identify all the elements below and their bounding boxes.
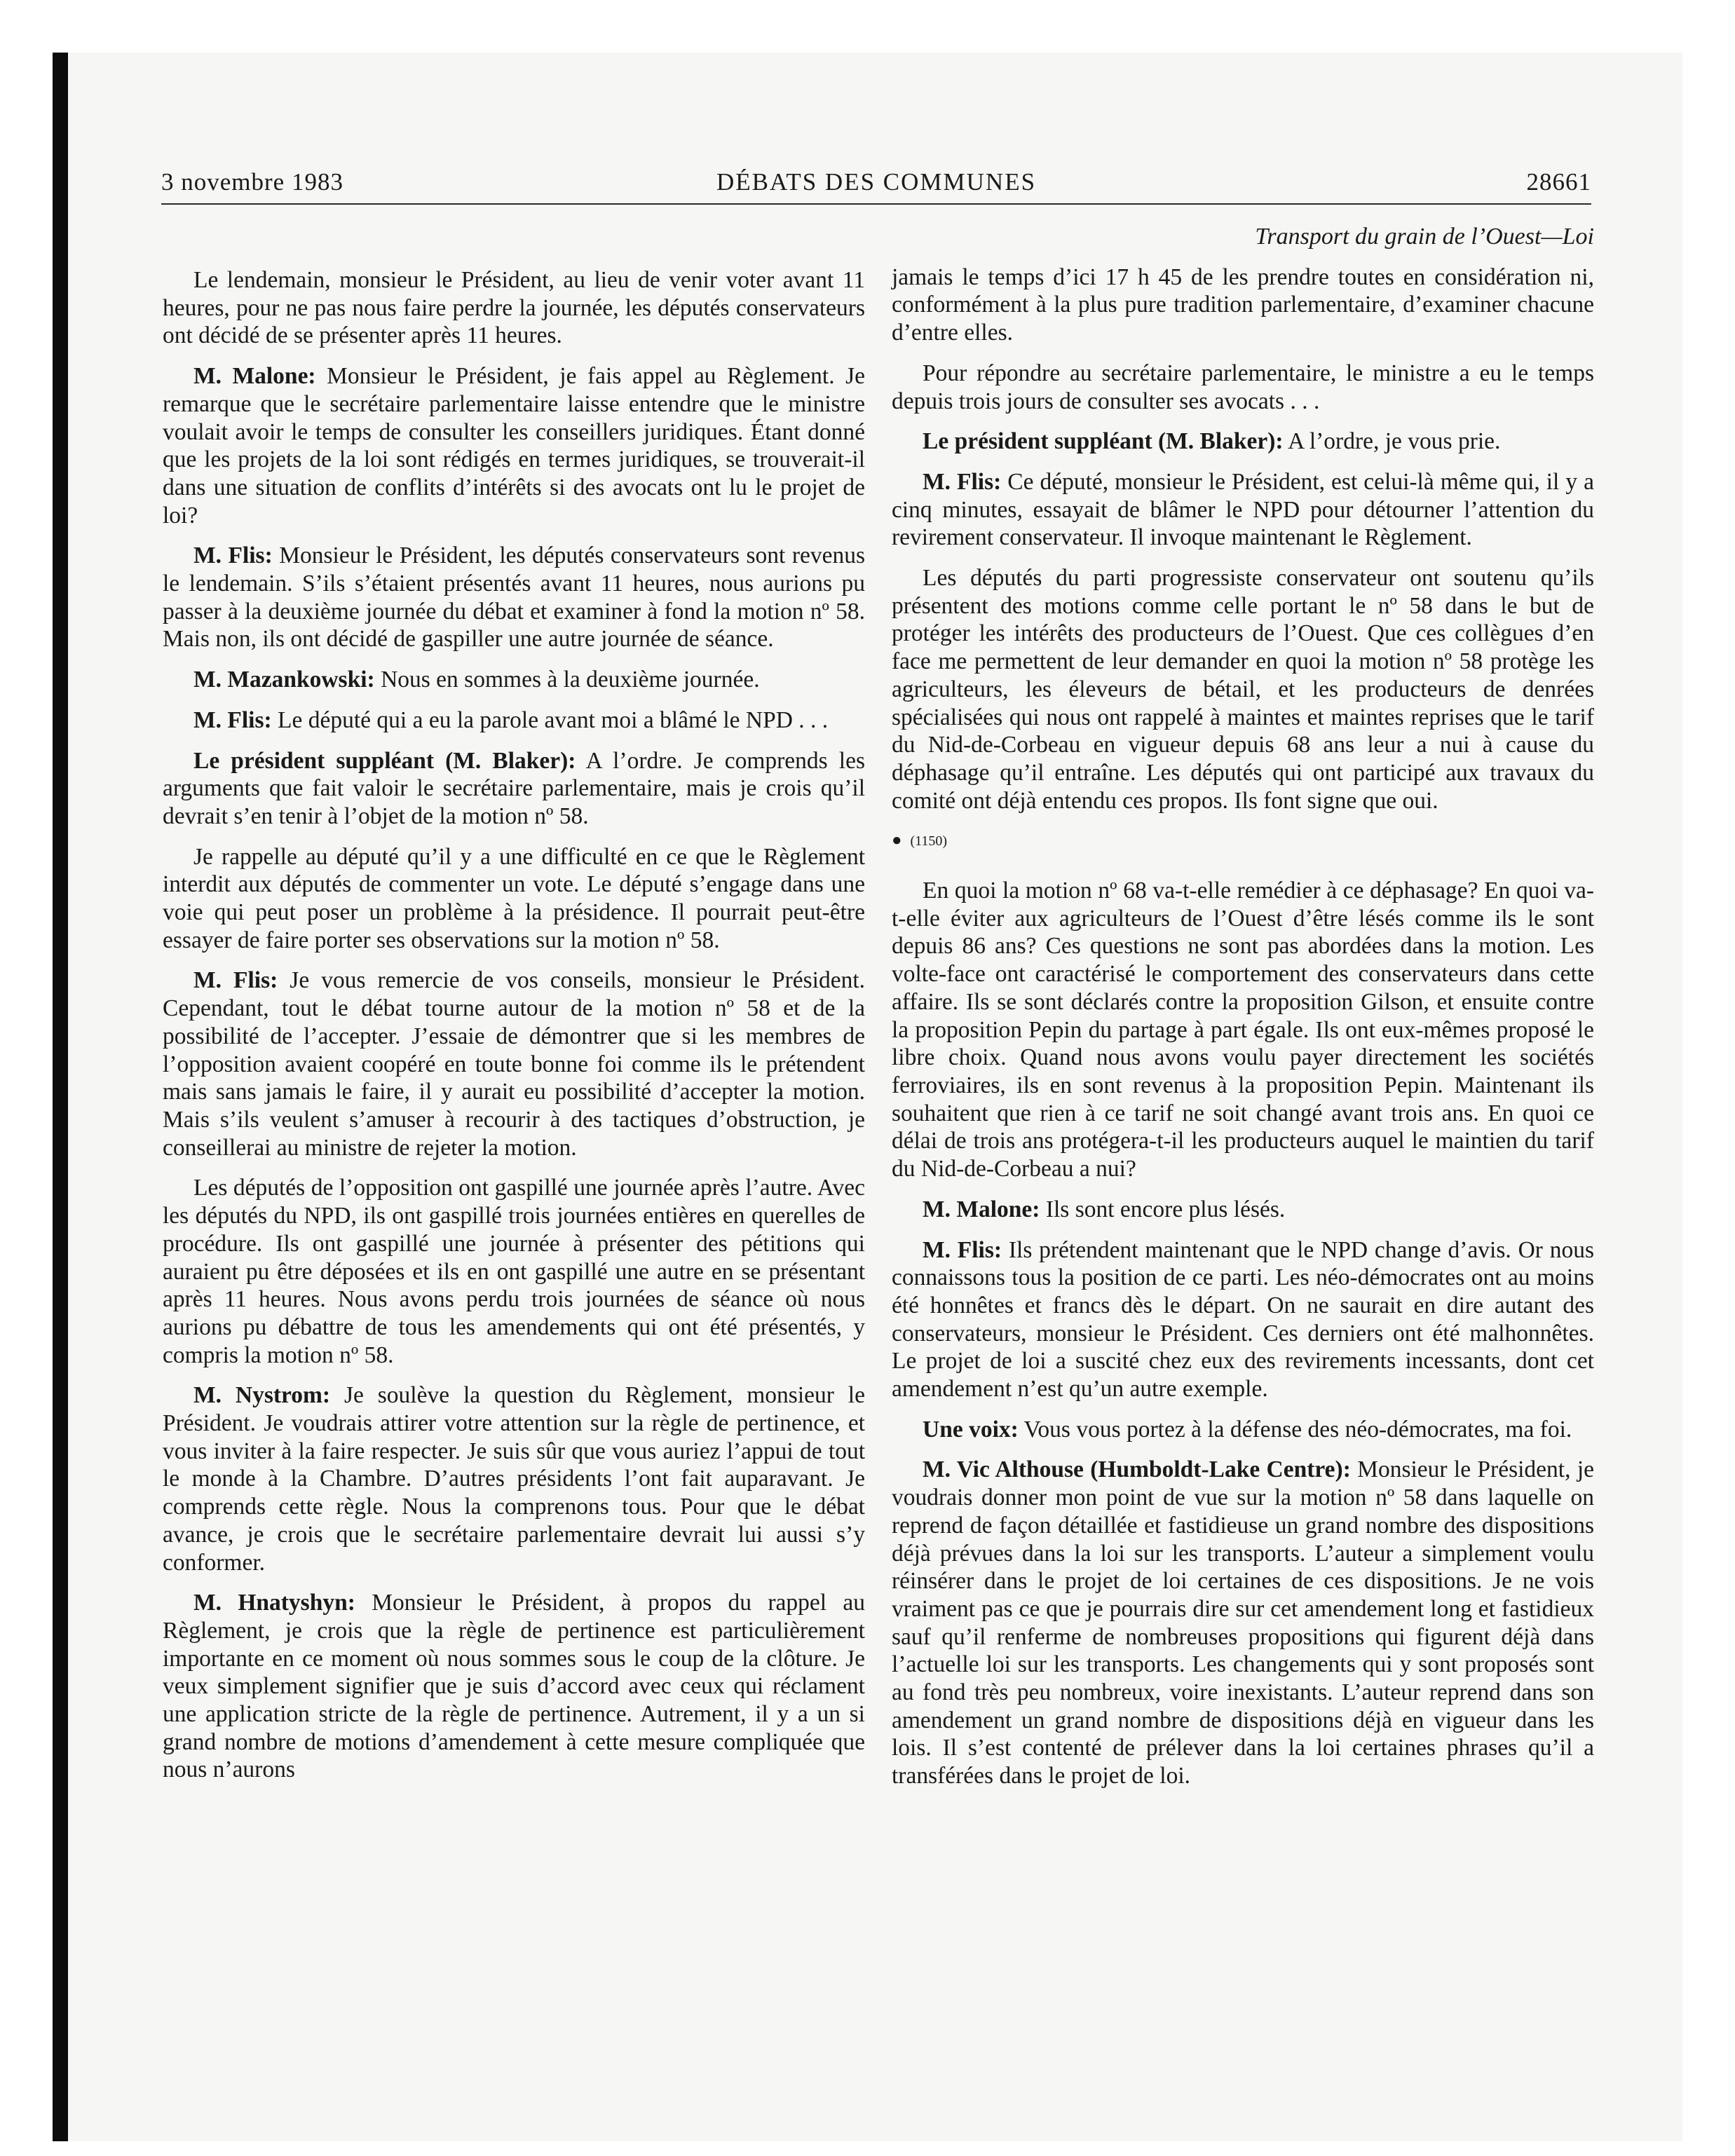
- paragraph-text: Monsieur le Président, à propos du rappel au Règlement, je crois que la règle de pertinence est particulièrement importante en ce moment où nous sommes sous le coup de la clôture. Je veux simplement signifier que je suis d’accord avec ceux qui réclament une application stricte de la règle de pertinence. Autrement, il y a un si grand nombre de motions d’amendement à cette mesure compliquée que nous n’aurons: [163, 1590, 866, 1783]
- paragraph-text: En quoi la motion nº 68 va-t-elle remédier à ce déphasage? En quoi va-t-elle éviter aux agriculteurs de l’Ouest d’être lésés comme ils le sont depuis 86 ans? Ces questions ne sont pas abordées dans la motion. Les volte-face ont caractérisé le comportement des conservateurs dans cette affaire. Ils se sont déclarés contre la proposition Gilson, et ensuite contre la proposition Pepin du partage à part égale. Ils ont eux-mêmes proposé le libre choix. Quand nous avons voulu payer directement les sociétés ferroviaires, ils en sont revenus à la proposition Pepin. Maintenant ils souhaitent que rien à ce tarif ne soit changé avant trois ans. En quoi ce délai de trois ans protégera-t-il les producteurs auquel le maintien du tarif du Nid-de-Corbeau a nui?: [892, 878, 1594, 1182]
- speaker-name: Une voix:: [923, 1416, 1019, 1442]
- speech-paragraph: [163, 542, 865, 653]
- speaker-name: M. Nystrom:: [193, 1382, 331, 1409]
- paragraph-text: A l’ordre. Je comprends les arguments que fait valoir le secrétaire parlementaire, mais je crois qu’il devrait s’en tenir à l’objet de la motion nº 58.: [163, 747, 865, 829]
- speech-paragraph: [892, 1416, 1594, 1444]
- scan-edge: [53, 53, 68, 2141]
- paragraph-text: Monsieur le Président, je voudrais donner mon point de vue sur la motion nº 58 dans laquelle on reprend de façon détaillée et fastidieuse un grand nombre des dispositions déjà prévues dans la loi sur les transports. L’auteur a simplement voulu réinsérer dans le projet de loi certaines de ces dispositions. Je ne vois vraiment pas ce que je pourrais dire sur cet amendement long et fastidieux sauf qu’il renferme de nombreuses propositions qui figurent déjà dans l’actuelle loi sur les transports. Les changements qui y sont proposés sont au fond très peu nombreux, voire inexistants. L’auteur reprend dans son amendement un grand nombre de dispositions déjà en vigueur dans les lois. Il s’est contenté de prélever dans la loi certaines phrases qu’il a transférées dans le projet de loi.: [892, 1456, 1594, 1789]
- speech-paragraph: [163, 666, 865, 694]
- paragraph-text: jamais le temps d’ici 17 h 45 de les prendre toutes en considération ni, conformément à la plus pure tradition parlementaire, d’examiner chacune d’entre elles.: [892, 264, 1594, 346]
- paragraph-text: Je soulève la question du Règlement, monsieur le Président. Je voudrais attirer votre attention sur la règle de pertinence, et vous inviter à la faire respecter. Je suis sûr que vous auriez l’appui de tout le monde à la Chambre. D’autres présidents l’ont fait auparavant. Je comprends cette règle. Nous la comprenons tous. Pour que le débat avance, je crois que le secrétaire parlementaire devrait lui aussi s’y conformer.: [163, 1382, 865, 1576]
- right-column-paragraphs-top: [892, 264, 1594, 815]
- speech-paragraph: [163, 747, 865, 831]
- speech-paragraph: [892, 1196, 1594, 1224]
- speech-paragraph: [892, 1456, 1594, 1789]
- header-date: 3 novembre 1983: [161, 168, 343, 196]
- paragraph-text: Pour répondre au secrétaire parlementaire, le ministre a eu le temps depuis trois jours de consulter ses avocats . . .: [892, 360, 1594, 414]
- speech-paragraph: [163, 1589, 865, 1784]
- paragraph: [892, 564, 1594, 814]
- paragraph-text: Monsieur le Président, je fais appel au Règlement. Je remarque que le secrétaire parlementaire laisse entendre que le ministre voulait avoir le temps de consulter les conseillers juridiques. Étant donné que les projets de la loi sont rédigés en termes juridiques, se trouverait-il dans une situation de conflits d’intérêts si des avocats ont lu le projet de loi?: [163, 363, 865, 528]
- speech-paragraph: [163, 707, 865, 735]
- paragraph-text: Le député qui a eu la parole avant moi a blâmé le NPD . . .: [271, 707, 829, 733]
- bullet-icon: ●: [892, 831, 902, 850]
- speech-paragraph: [892, 1236, 1594, 1403]
- paragraph-text: Je rappelle au député qu’il y a une difficulté en ce que le Règlement interdit aux députés de commenter un vote. Le député s’engage dans une voie qui peut poser un problème à la présidence. Il pourrait peut-être essayer de faire porter ses observations sur la motion nº 58.: [163, 843, 865, 953]
- speaker-name: Le président suppléant (M. Blaker):: [193, 747, 576, 774]
- paragraph-text: Ce député, monsieur le Président, est celui-là même qui, il y a cinq minutes, essayait de blâmer le NPD pour détourner l’attention du revirement conservateur. Il invoque maintenant le Règlement.: [892, 468, 1594, 551]
- right-column: [892, 223, 1594, 1803]
- paragraph-text: Les députés du parti progressiste conservateur ont soutenu qu’ils présentent des motions comme celle portant le nº 58 dans le but de protéger les intérêts des producteurs de l’Ouest. Que ces collègues d’en face me permettent de leur demander en quoi la motion nº 58 protège les agriculteurs, les éleveurs de bétail, et les producteurs de denrées spécialisées qui nous ont rappelé à maintes et maintes reprises que le tarif du Nid-de-Corbeau en vigueur depuis 68 ans leur a nui à cause du déphasage qu’il entraîne. Les députés qui ont participé aux travaux du comité ont déjà entendu ces propos. Ils font signe que oui.: [892, 565, 1594, 814]
- running-head: [161, 168, 1591, 205]
- speaker-name: M. Hnatyshyn:: [193, 1590, 355, 1616]
- time-marker-text: (1150): [910, 833, 948, 850]
- paragraph: [163, 266, 865, 350]
- paragraph: [892, 360, 1594, 415]
- speaker-name: M. Mazankowski:: [193, 667, 375, 693]
- speech-paragraph: [892, 428, 1594, 456]
- paragraph-text: Les députés de l’opposition ont gaspillé une journée après l’autre. Avec les députés du NPD, ils ont gaspillé trois journées entières en querelles de procédure. Ils ont gaspillé une journée à présenter des pétitions qui auraient pu être déposées et ils en ont gaspillé une autre en se présentant après 11 heures. Nous avons perdu trois journées de séance où nous aurions pu débattre de tous les amendements qui ont été présentés, y compris la motion nº 58.: [163, 1175, 865, 1368]
- speech-paragraph: [163, 362, 865, 529]
- speech-paragraph: [163, 1381, 865, 1576]
- speaker-name: M. Flis:: [193, 707, 272, 733]
- paragraph-text: Monsieur le Président, les députés conservateurs sont revenus le lendemain. S’ils s’étaient présentés avant 11 heures, nous aurions pu passer à la deuxième journée du débat et examiner à fond la motion nº 58. Mais non, ils ont décidé de gaspiller une autre journée de séance.: [163, 543, 865, 653]
- time-marker: [892, 827, 1594, 856]
- right-column-paragraphs-bottom: [892, 877, 1594, 1790]
- paragraph-text: Ils prétendent maintenant que le NPD change d’avis. Or nous connaissons tous la position de ce parti. Les néo-démocrates ont au moins été honnêtes et francs dès le départ. On ne saurait en dire autant des conservateurs, monsieur le Président. Ces derniers ont été malhonnêtes. Le projet de loi a suscité chez eux des revirements incessants, dont cet amendement n’est qu’un autre exemple.: [892, 1236, 1594, 1403]
- speaker-name: M. Flis:: [193, 543, 273, 569]
- page-number: 28661: [1526, 168, 1591, 196]
- paragraph-text: Je vous remercie de vos conseils, monsieur le Président. Cependant, tout le débat tourne autour de la motion nº 58 et de la possibilité de l’accepter. J’essaie de démontrer que si les membres de l’opposition avaient coopéré en toute bonne foi comme ils le prétendent mais sans jamais le faire, il y aurait eu possibilité d’accepter la motion. Mais s’ils veulent s’amuser à recourir à des tactiques d’obstruction, je conseillerai au ministre de rejeter la motion.: [163, 967, 866, 1161]
- speaker-name: M. Vic Althouse (Humboldt-Lake Centre):: [923, 1456, 1351, 1483]
- paragraph-text: Le lendemain, monsieur le Président, au lieu de venir voter avant 11 heures, pour ne pas nous faire perdre la journée, les députés conservateurs ont décidé de se présenter après 11 heures.: [163, 267, 865, 349]
- header-title: DÉBATS DES COMMUNES: [716, 168, 1037, 196]
- subject-heading: Transport du grain de l’Ouest—Loi: [1255, 224, 1594, 250]
- speaker-name: M. Malone:: [193, 363, 316, 390]
- paragraph-text: Ils sont encore plus lésés.: [1040, 1196, 1286, 1222]
- paragraph-text: A l’ordre, je vous prie.: [1283, 428, 1501, 455]
- paragraph-text: Nous en sommes à la deuxième journée.: [374, 667, 760, 693]
- speaker-name: M. Malone:: [923, 1196, 1040, 1222]
- speaker-name: M. Flis:: [193, 967, 278, 994]
- paragraph: [163, 843, 865, 955]
- speech-paragraph: [892, 468, 1594, 552]
- paragraph: [892, 264, 1594, 347]
- left-column: [163, 266, 865, 1796]
- speaker-name: M. Flis:: [923, 468, 1002, 495]
- speaker-name: Le président suppléant (M. Blaker):: [923, 428, 1284, 455]
- speaker-name: M. Flis:: [923, 1236, 1002, 1263]
- paragraph: [163, 1174, 865, 1369]
- speech-paragraph: [163, 967, 865, 1161]
- paragraph-text: Vous vous portez à la défense des néo-démocrates, ma foi.: [1018, 1416, 1572, 1442]
- paragraph: [892, 877, 1594, 1183]
